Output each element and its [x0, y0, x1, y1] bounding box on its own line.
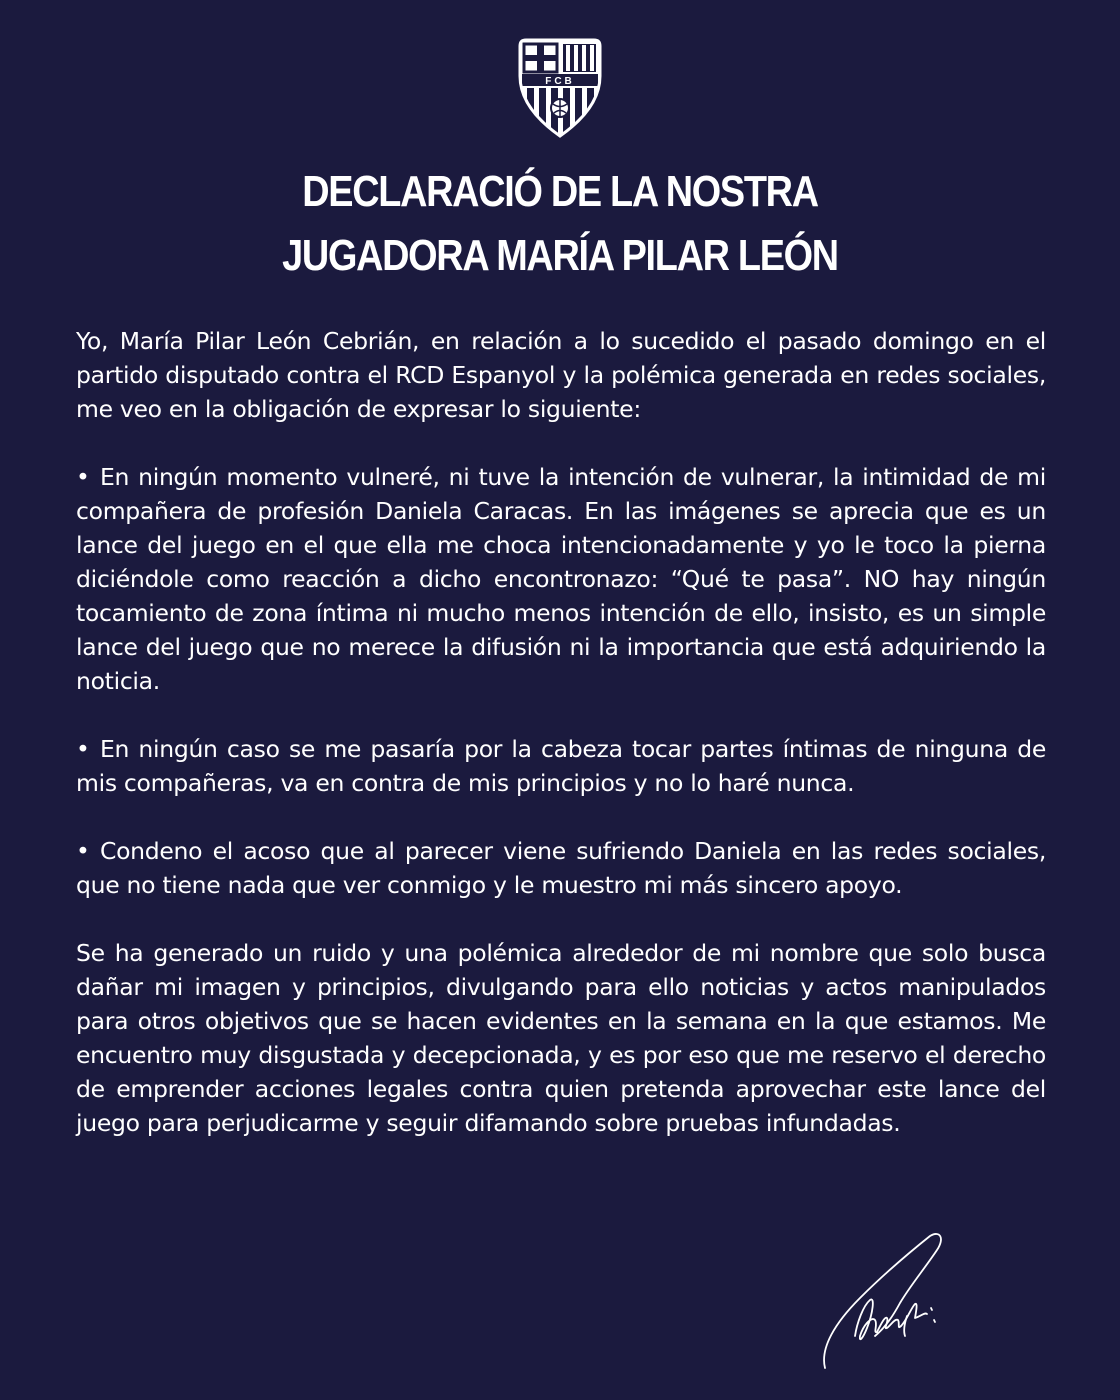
title-line-1: DECLARACIÓ DE LA NOSTRA	[302, 167, 818, 216]
bullet-point-text: En ningún caso se me pasaría por la cabeza tocar partes íntimas de ninguna de mis compañeras, va en contra de mis principios y no lo haré nunca.	[76, 735, 1046, 797]
page-title	[78, 160, 1041, 288]
statement-body	[76, 324, 1046, 1140]
intro-paragraph: Yo, María Pilar León Cebrián, en relación a lo sucedido el pasado domingo en el partido disputado contra el RCD Espanyol y la polémica generada en redes sociales, me veo en la obligación de expresar lo siguiente:	[76, 327, 1046, 423]
bullet-point-text: En ningún momento vulneré, ni tuve la intención de vulnerar, la intimidad de mi compañera de profesión Daniela Caracas. En las imágenes se aprecia que es un lance del juego en el que ella me choca intencionadamente y yo le toco la pierna diciéndole como reacción a dicho encontronazo: “Qué te pasa”. NO hay ningún tocamiento de zona íntima ni mucho menos intención de ello, insisto, es un simple lance del juego que no merece la difusión ni la importancia que está adquiriendo la noticia.	[76, 463, 1046, 695]
crest-monogram: FCB	[545, 76, 575, 87]
title-line-2: JUGADORA MARÍA PILAR LEÓN	[282, 231, 838, 280]
bullet-icon: •	[76, 837, 90, 865]
bullet-point-2	[76, 732, 1046, 800]
bullet-point-3	[76, 834, 1046, 902]
bullet-point-text: Condeno el acoso que al parecer viene sufriendo Daniela en las redes sociales, que no tiene nada que ver conmigo y le muestro mi más sincero apoyo.	[76, 837, 1046, 899]
bullet-icon: •	[76, 463, 90, 491]
handwritten-signature	[815, 1228, 955, 1373]
club-crest-logo	[513, 36, 607, 140]
bullet-icon: •	[76, 735, 90, 763]
closing-paragraph: Se ha generado un ruido y una polémica alrededor de mi nombre que solo busca dañar mi imagen y principios, divulgando para ello noticias y actos manipulados para otros objetivos que se hacen evidentes en la semana en la que estamos. Me encuentro muy disgustada y decepcionada, y es por eso que me reservo el derecho de emprender acciones legales contra quien pretenda aprovechar este lance del juego para perjudicarme y seguir difamando sobre pruebas infundadas.	[76, 939, 1046, 1137]
bullet-point-1	[76, 460, 1046, 698]
